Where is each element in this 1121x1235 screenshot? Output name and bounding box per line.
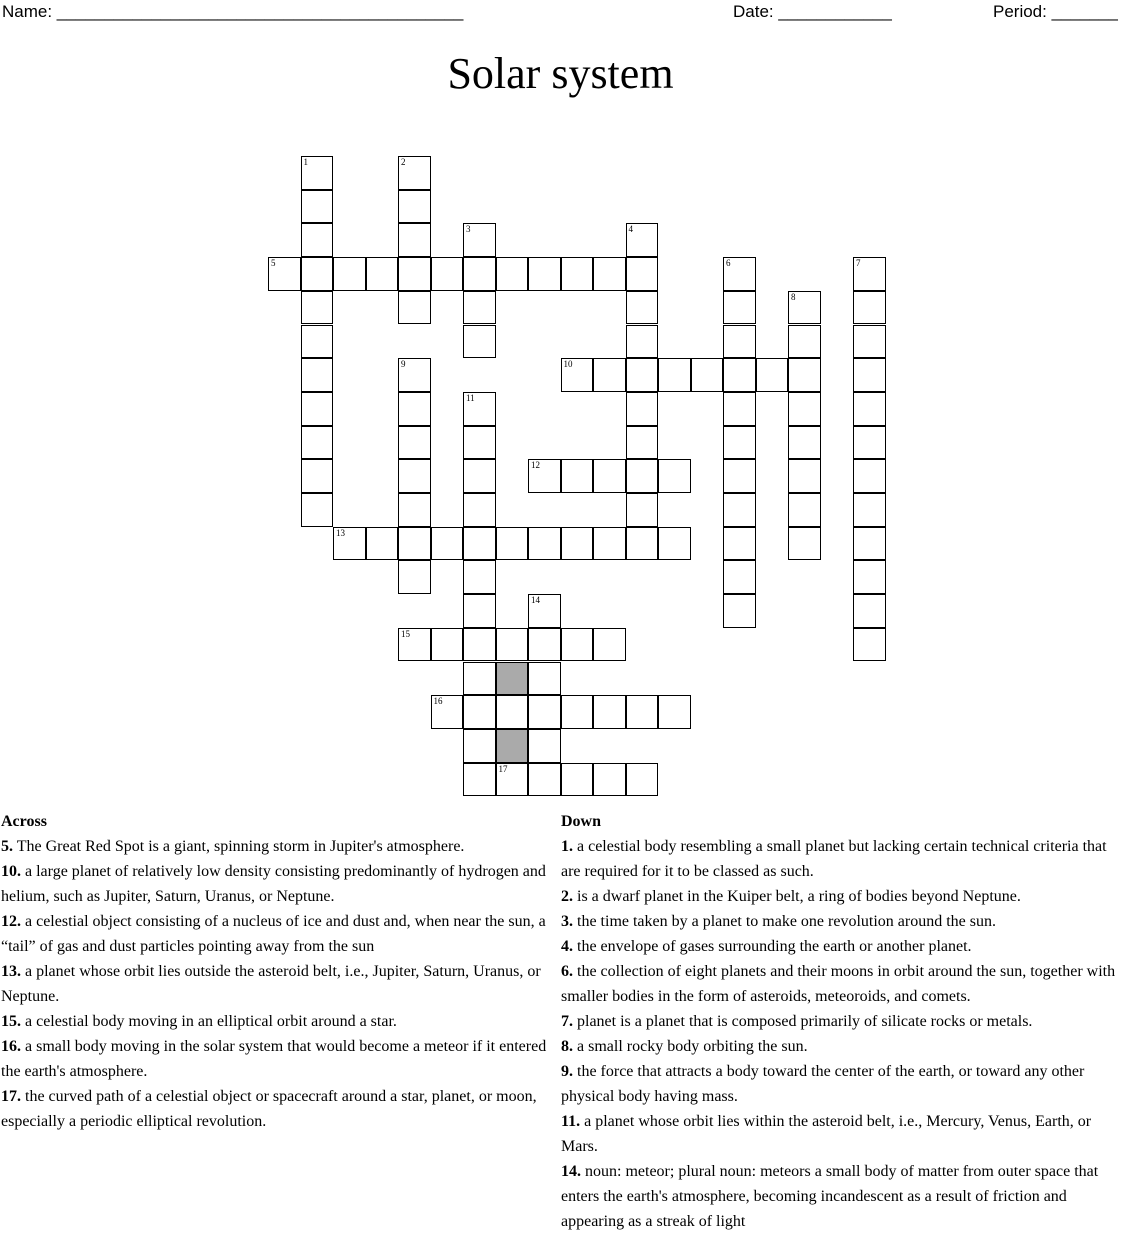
crossword-cell[interactable]: [528, 729, 561, 763]
clue-item: [561, 1109, 1120, 1159]
clue-number: 1: [303, 157, 308, 167]
crossword-cell[interactable]: [658, 527, 691, 561]
crossword-cell[interactable]: [788, 426, 821, 460]
crossword-cell[interactable]: [756, 358, 789, 392]
crossword-cell[interactable]: [853, 325, 886, 359]
crossword-cell[interactable]: [626, 325, 659, 359]
crossword-cell[interactable]: [301, 257, 334, 291]
clue-number: 12: [531, 460, 540, 471]
crossword-cell[interactable]: [723, 594, 756, 628]
crossword-cell[interactable]: [398, 291, 431, 325]
clue-text: is a dwarf planet in the Kuiper belt, a ring of bodies beyond Neptune.: [573, 888, 1021, 905]
clue-item: [1, 1084, 553, 1134]
crossword-cell[interactable]: [723, 426, 756, 460]
clue-item: [561, 959, 1120, 1009]
clue-item: [1, 834, 553, 859]
crossword-cell[interactable]: [301, 190, 334, 224]
clue-number: 3: [466, 224, 471, 235]
crossword-cell[interactable]: [431, 628, 464, 662]
crossword-cell[interactable]: [658, 695, 691, 729]
clue-item: [561, 884, 1120, 909]
clue-text: The Great Red Spot is a giant, spinning storm in Jupiter's atmosphere.: [13, 838, 465, 855]
crossword-cell[interactable]: [528, 628, 561, 662]
crossword-cell[interactable]: [301, 493, 334, 527]
crossword-cell[interactable]: [723, 291, 756, 325]
crossword-cell[interactable]: [626, 426, 659, 460]
clue-number: 17.: [1, 1088, 21, 1105]
clue-number: 15: [401, 628, 410, 639]
clue-number: 13: [336, 527, 345, 538]
clue-text: a celestial object consisting of a nucleus of ice and dust and, when near the sun, a “tail” of gas and dust particles pointing away from the sun: [1, 913, 546, 955]
crossword-cell[interactable]: [496, 695, 529, 729]
crossword-cell[interactable]: [463, 594, 496, 628]
clue-item: [1, 959, 553, 1009]
clue-text: the envelope of gases surrounding the earth or another planet.: [573, 938, 972, 955]
clue-number: 7: [856, 258, 861, 269]
clue-number: 5.: [1, 838, 13, 855]
shaded-cell: [496, 662, 529, 696]
clue-number: 6.: [561, 963, 573, 980]
clue-number: 4.: [561, 938, 573, 955]
crossword-cell[interactable]: [593, 257, 626, 291]
name-field-label: Name: ___________________________________________: [2, 2, 464, 21]
crossword-cell[interactable]: [398, 459, 431, 493]
crossword-cell[interactable]: [561, 527, 594, 561]
clue-number: 6: [726, 258, 731, 269]
crossword-cell[interactable]: [301, 223, 334, 257]
crossword-cell[interactable]: [528, 763, 561, 797]
clue-item: [1, 859, 553, 909]
clue-number: 16: [433, 696, 443, 707]
crossword-cell[interactable]: [658, 358, 691, 392]
clue-number: 5: [271, 258, 276, 269]
crossword-cell[interactable]: [463, 695, 496, 729]
clue-number: 14.: [561, 1163, 581, 1180]
crossword-cell[interactable]: [853, 459, 886, 493]
crossword-cell[interactable]: [463, 763, 496, 797]
clue-number: 12.: [1, 913, 21, 930]
crossword-cell[interactable]: [463, 527, 496, 561]
crossword-cell[interactable]: [463, 291, 496, 325]
crossword-cell[interactable]: [463, 325, 496, 359]
across-clues: [1, 809, 553, 1134]
crossword-cell[interactable]: [723, 493, 756, 527]
crossword-cell[interactable]: [788, 493, 821, 527]
crossword-cell[interactable]: [496, 628, 529, 662]
crossword-cell[interactable]: [528, 695, 561, 729]
crossword-cell[interactable]: [723, 527, 756, 561]
clue-item: [561, 1159, 1120, 1234]
clue-number: 16.: [1, 1038, 21, 1055]
clue-text: planet is a planet that is composed primarily of silicate rocks or metals.: [573, 1013, 1033, 1030]
crossword-cell[interactable]: [788, 358, 821, 392]
clue-text: a large planet of relatively low density consisting predominantly of hydrogen and helium, such as Jupiter, Saturn, Uranus, or Neptune.: [1, 863, 546, 905]
crossword-cell[interactable]: [528, 257, 561, 291]
crossword-cell[interactable]: [788, 527, 821, 561]
crossword-cell[interactable]: [853, 392, 886, 426]
crossword-cell[interactable]: [463, 560, 496, 594]
down-heading: Down: [561, 813, 602, 830]
clue-number: 1.: [561, 838, 573, 855]
crossword-cell[interactable]: [398, 223, 431, 257]
clue-text: a small rocky body orbiting the sun.: [573, 1038, 808, 1055]
clue-number: 11.: [561, 1113, 581, 1130]
crossword-cell[interactable]: [528, 662, 561, 696]
crossword-cell[interactable]: [398, 257, 431, 291]
crossword-cell[interactable]: [723, 459, 756, 493]
crossword-cell[interactable]: [593, 358, 626, 392]
crossword-cell[interactable]: [853, 426, 886, 460]
clue-item: [1, 1034, 553, 1084]
crossword-cell[interactable]: [398, 560, 431, 594]
crossword-cell[interactable]: [626, 291, 659, 325]
clue-item: [561, 1009, 1120, 1034]
crossword-cell[interactable]: [593, 695, 626, 729]
crossword-cell[interactable]: [853, 628, 886, 662]
crossword-cell[interactable]: [398, 493, 431, 527]
clue-number: 9.: [561, 1063, 573, 1080]
clue-number: 15.: [1, 1013, 21, 1030]
crossword-cell[interactable]: [398, 426, 431, 460]
crossword-cell[interactable]: [593, 763, 626, 797]
clue-item: [561, 1059, 1120, 1109]
crossword-cell[interactable]: [593, 527, 626, 561]
crossword-cell[interactable]: [593, 628, 626, 662]
crossword-cell[interactable]: [626, 459, 659, 493]
crossword-cell[interactable]: [463, 493, 496, 527]
crossword-cell[interactable]: [853, 527, 886, 561]
crossword-cell[interactable]: [723, 560, 756, 594]
crossword-cell[interactable]: [788, 325, 821, 359]
crossword-cell[interactable]: [723, 358, 756, 392]
clue-number: 13.: [1, 963, 21, 980]
period-field-label: Period: _______: [993, 2, 1118, 21]
clue-number: 8.: [561, 1038, 573, 1055]
crossword-cell[interactable]: [366, 527, 399, 561]
clue-item: [561, 1034, 1120, 1059]
crossword-cell[interactable]: [853, 291, 886, 325]
across-heading: Across: [1, 813, 47, 830]
crossword-cell[interactable]: [723, 325, 756, 359]
crossword-cell[interactable]: [658, 459, 691, 493]
crossword-cell[interactable]: [496, 257, 529, 291]
clue-item: [561, 934, 1120, 959]
clue-number: 2: [401, 157, 406, 167]
clue-number: 11: [466, 392, 475, 403]
crossword-cell[interactable]: [626, 527, 659, 561]
clue-number: 2.: [561, 888, 573, 905]
clue-number: 14: [531, 595, 540, 606]
crossword-cell[interactable]: [463, 628, 496, 662]
crossword-cell[interactable]: [431, 527, 464, 561]
crossword-cell[interactable]: [561, 628, 594, 662]
down-clues: [561, 809, 1120, 1234]
crossword-cell[interactable]: [626, 695, 659, 729]
crossword-cell[interactable]: [301, 426, 334, 460]
clue-text: a planet whose orbit lies outside the asteroid belt, i.e., Jupiter, Saturn, Uranus, or Neptune.: [1, 963, 541, 1005]
crossword-cell[interactable]: [398, 190, 431, 224]
crossword-cell[interactable]: [723, 392, 756, 426]
clue-text: a planet whose orbit lies within the asteroid belt, i.e., Mercury, Venus, Earth, or Mars.: [561, 1113, 1092, 1155]
shaded-cell: [496, 729, 529, 763]
crossword-cell[interactable]: [626, 493, 659, 527]
clue-item: [1, 909, 553, 959]
crossword-cell[interactable]: [301, 291, 334, 325]
crossword-cell[interactable]: [301, 459, 334, 493]
date-field-label: Date: ____________: [733, 2, 892, 21]
crossword-cell[interactable]: [301, 325, 334, 359]
clue-number: 17: [498, 763, 508, 774]
clue-text: noun: meteor; plural noun: meteors a small body of matter from outer space that enters the earth's atmosphere, becoming incandescent as a result of friction and appearing as a streak of light: [561, 1163, 1099, 1230]
clue-number: 4: [628, 224, 633, 235]
crossword-cell[interactable]: [626, 392, 659, 426]
crossword-cell[interactable]: [788, 459, 821, 493]
crossword-cell[interactable]: [626, 358, 659, 392]
crossword-cell[interactable]: [853, 493, 886, 527]
clue-number: 9: [401, 359, 406, 370]
clue-item: [1, 1009, 553, 1034]
crossword-cell[interactable]: [398, 392, 431, 426]
crossword-cell[interactable]: [691, 358, 724, 392]
clue-number: 10.: [1, 863, 21, 880]
crossword-cell[interactable]: [463, 426, 496, 460]
crossword-cell[interactable]: [463, 729, 496, 763]
clue-text: a celestial body moving in an elliptical orbit around a star.: [21, 1013, 397, 1030]
clue-number: 3.: [561, 913, 573, 930]
clue-number: 7.: [561, 1013, 573, 1030]
crossword-cell[interactable]: [463, 459, 496, 493]
crossword-cell[interactable]: [301, 358, 334, 392]
clue-text: the time taken by a planet to make one revolution around the sun.: [573, 913, 996, 930]
clue-number: 10: [563, 359, 573, 370]
crossword-cell[interactable]: [853, 594, 886, 628]
clue-number: 8: [791, 291, 796, 302]
crossword-cell[interactable]: [463, 662, 496, 696]
page-title: Solar system: [447, 49, 674, 98]
crossword-cell[interactable]: [561, 459, 594, 493]
crossword-cell[interactable]: [626, 257, 659, 291]
clue-text: the collection of eight planets and their moons in orbit around the sun, together with smaller bodies in the form of asteroids, meteoroids, and comets.: [561, 963, 1116, 1005]
crossword-cell[interactable]: [626, 763, 659, 797]
clue-item: [561, 909, 1120, 934]
crossword-cell[interactable]: [528, 527, 561, 561]
crossword-cell[interactable]: [496, 527, 529, 561]
crossword-cell[interactable]: [561, 763, 594, 797]
crossword-cell[interactable]: [561, 257, 594, 291]
clue-text: the curved path of a celestial object or spacecraft around a star, planet, or moon, especially a periodic elliptical revolution.: [1, 1088, 537, 1130]
crossword-cell[interactable]: [333, 257, 366, 291]
crossword-cell[interactable]: [853, 358, 886, 392]
crossword-cell[interactable]: [788, 392, 821, 426]
crossword-cell[interactable]: [853, 560, 886, 594]
crossword-cell[interactable]: [398, 527, 431, 561]
crossword-cell[interactable]: [463, 257, 496, 291]
crossword-cell[interactable]: [301, 392, 334, 426]
crossword-cell[interactable]: [431, 257, 464, 291]
clue-text: the force that attracts a body toward the center of the earth, or toward any other physical body having mass.: [561, 1063, 1085, 1105]
clue-text: a small body moving in the solar system that would become a meteor if it entered the earth's atmosphere.: [1, 1038, 547, 1080]
crossword-cell[interactable]: [593, 459, 626, 493]
clue-text: a celestial body resembling a small planet but lacking certain technical criteria that are required for it to be classed as such.: [561, 838, 1107, 880]
crossword-cell[interactable]: [561, 695, 594, 729]
clue-item: [561, 834, 1120, 884]
crossword-cell[interactable]: [366, 257, 399, 291]
